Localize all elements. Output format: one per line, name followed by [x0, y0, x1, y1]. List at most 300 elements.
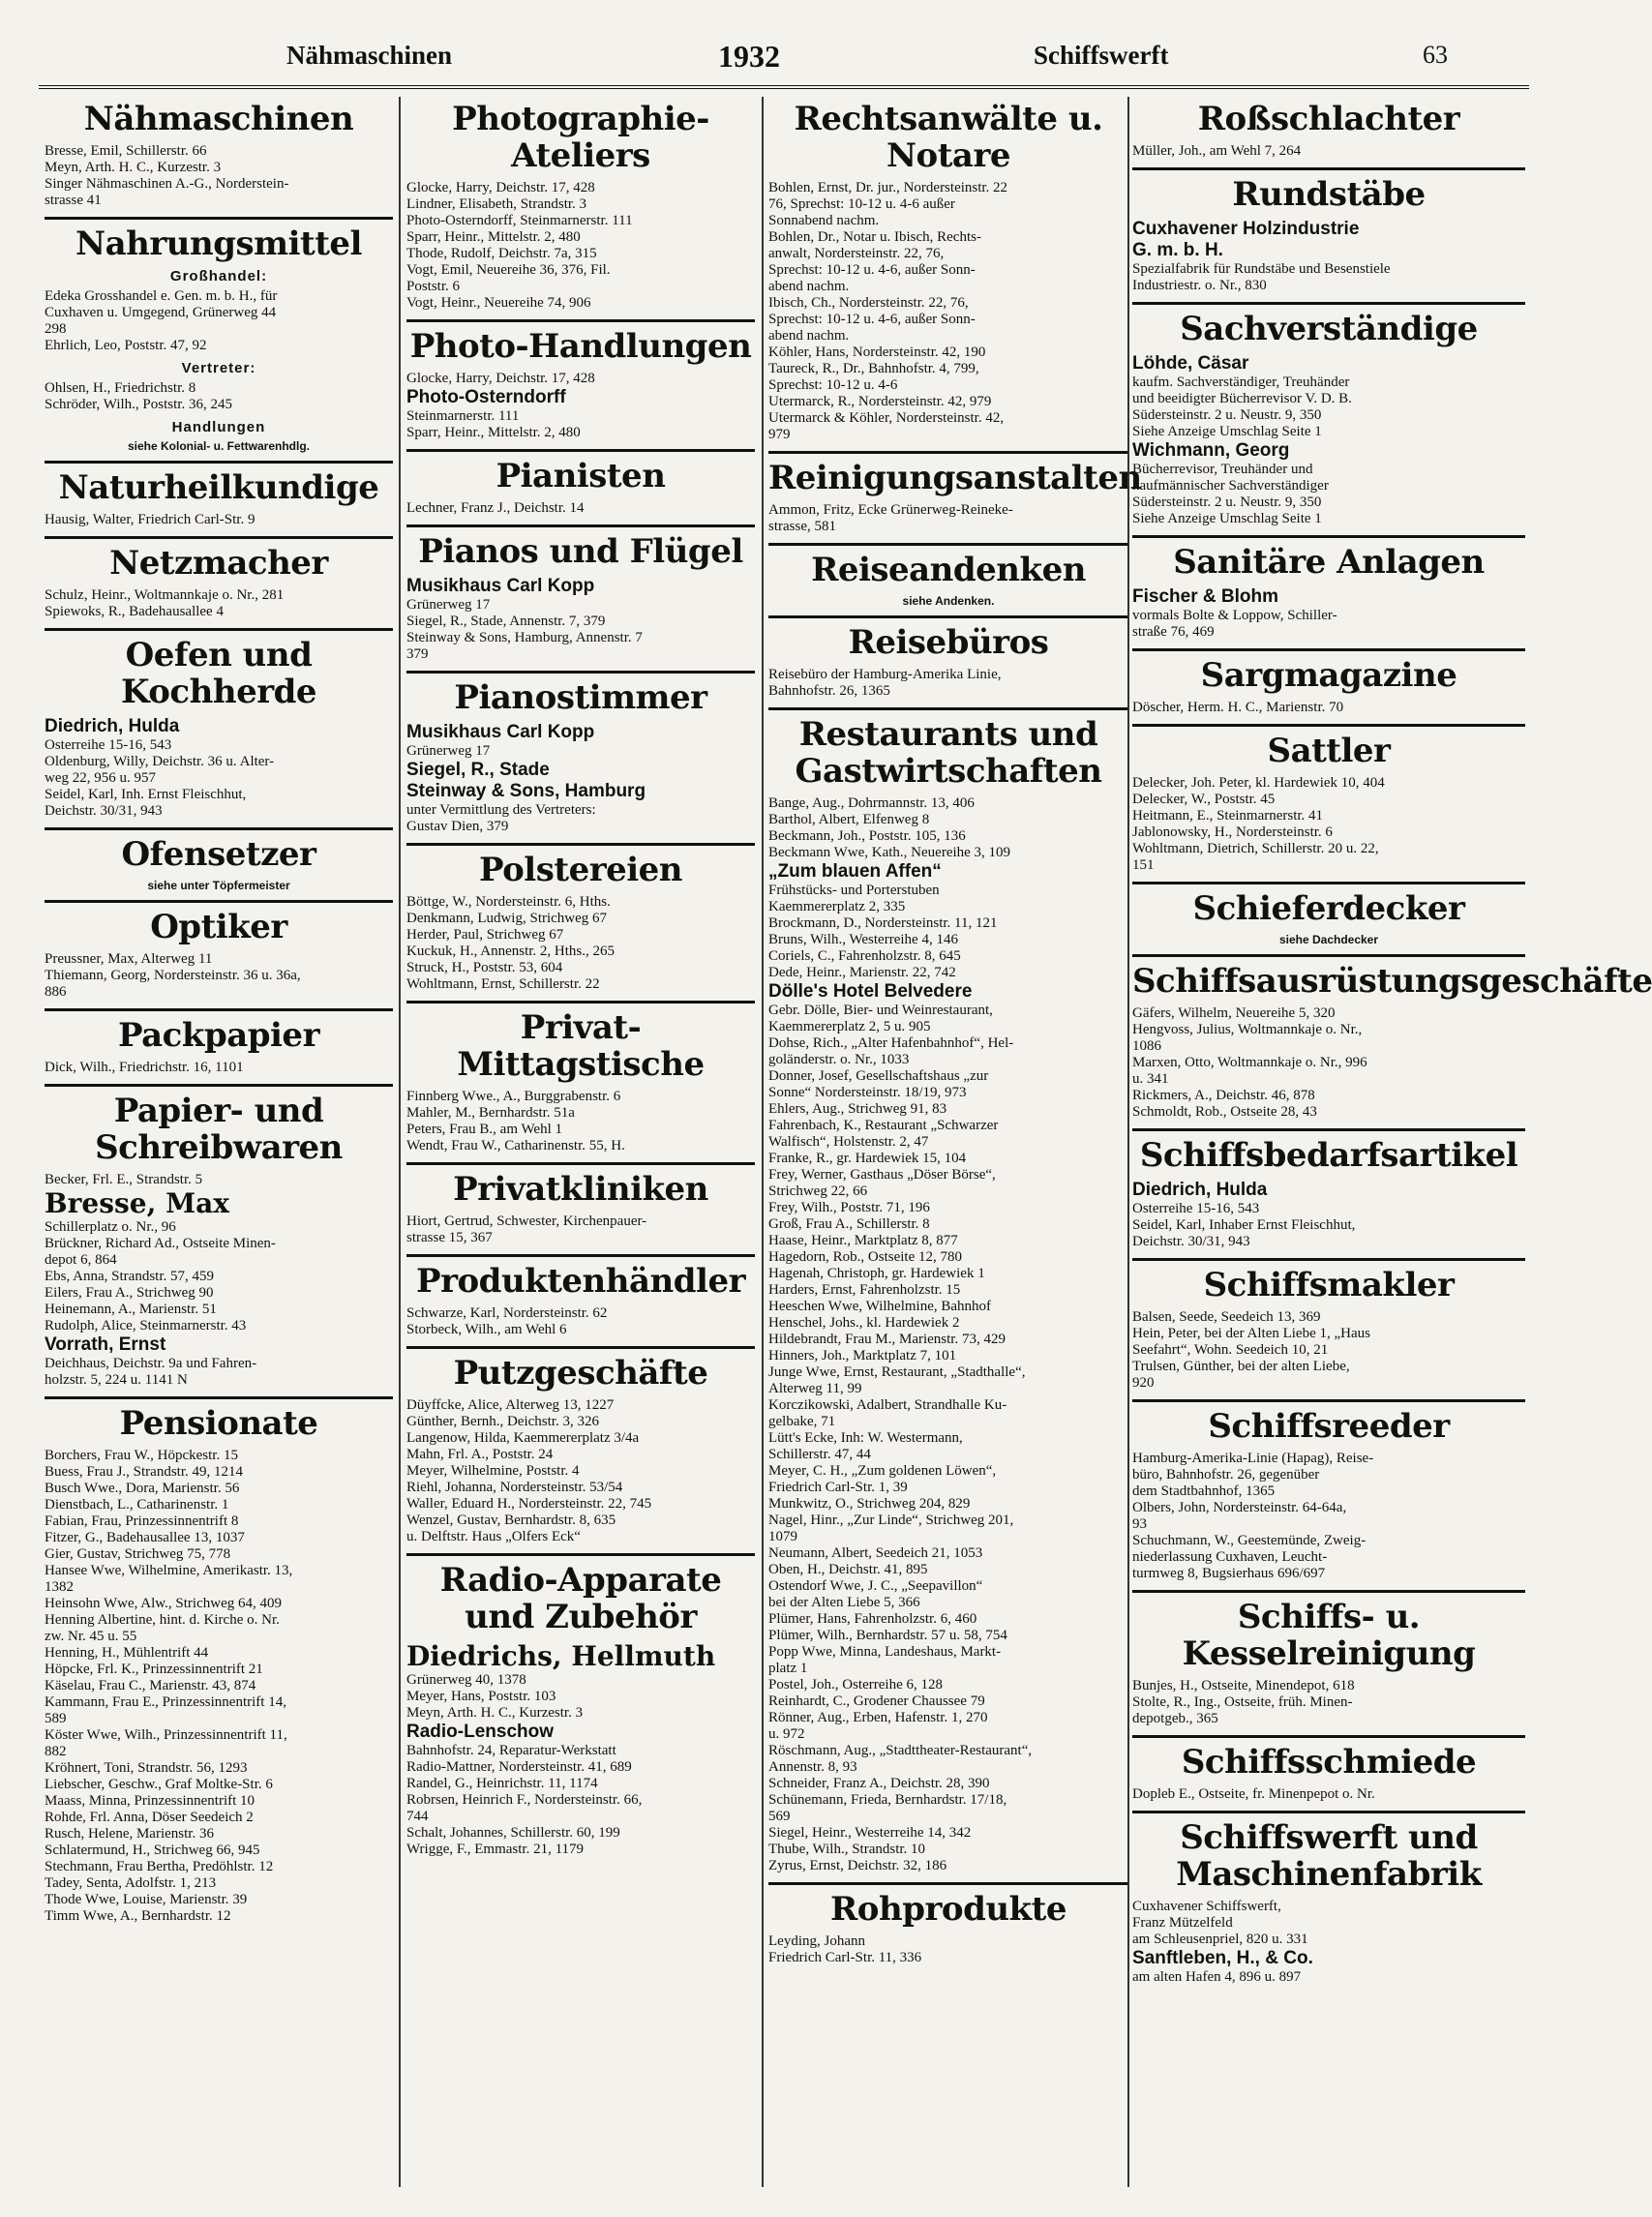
directory-entry: Beckmann, Joh., Poststr. 105, 136: [768, 828, 966, 844]
directory-entry: Busch Wwe., Dora, Marienstr. 56: [45, 1481, 240, 1496]
section-heading: Polstereien: [478, 851, 683, 889]
directory-entry: Neumann, Albert, Seedeich 21, 1053: [768, 1545, 983, 1561]
directory-entry: Taureck, R., Dr., Bahnhofstr. 4, 799,: [768, 361, 979, 376]
column-4: [1132, 97, 1652, 2197]
directory-entry: Bunjes, H., Ostseite, Minendepot, 618: [1132, 1678, 1355, 1693]
directory-entry: depotgeb., 365: [1132, 1711, 1218, 1726]
directory-section: [1132, 1258, 1525, 1392]
directory-entry: strasse 15, 367: [406, 1230, 493, 1245]
directory-entry: Groß, Frau A., Schillerstr. 8: [768, 1216, 930, 1232]
directory-entry: Borchers, Frau W., Höpckestr. 15: [45, 1448, 238, 1463]
directory-entry: Hinners, Joh., Marktplatz 7, 101: [768, 1348, 957, 1363]
directory-entry: Bohlen, Dr., Notar u. Ibisch, Rechts-: [768, 229, 981, 245]
section-rule: [45, 536, 393, 539]
directory-entry: Strichweg 22, 66: [768, 1183, 868, 1199]
directory-entry: Spezialfabrik für Rundstäbe und Besenstiele: [1132, 261, 1391, 277]
directory-entry: Peters, Frau B., am Wehl 1: [406, 1122, 562, 1137]
directory-section: [1132, 1128, 1525, 1250]
directory-entry: Randel, G., Heinrichstr. 11, 1174: [406, 1776, 598, 1791]
directory-entry: Sprechst: 10-12 u. 4-6, außer Sonn-: [768, 312, 976, 327]
directory-entry: Schneider, Franz A., Deichstr. 28, 390: [768, 1776, 990, 1791]
directory-entry: Hildebrandt, Frau M., Marienstr. 73, 429: [768, 1332, 1006, 1347]
directory-entry: u. 341: [1132, 1071, 1169, 1087]
directory-entry: Seidel, Karl, Inhaber Ernst Fleischhut,: [1132, 1217, 1356, 1233]
directory-entry: Haase, Heinr., Marktplatz 8, 877: [768, 1233, 958, 1248]
directory-section: [406, 1162, 755, 1246]
section-rule: [45, 1084, 393, 1087]
section-rule: [45, 461, 393, 464]
directory-entry: Harders, Ernst, Fahrenholzstr. 15: [768, 1282, 961, 1298]
section-heading: Restaurants und Gastwirtschaften: [795, 715, 1102, 791]
directory-entry: Becker, Frl. E., Strandstr. 5: [45, 1172, 203, 1187]
section-rule: [1132, 167, 1525, 170]
page-header: [0, 0, 1548, 77]
directory-section: [45, 461, 393, 528]
directory-entry: Siegel, R., Stade, Annenstr. 7, 379: [406, 614, 606, 629]
section-heading: Pensionate: [119, 1404, 318, 1443]
directory-entry: Dick, Wilh., Friedrichstr. 16, 1101: [45, 1060, 244, 1075]
directory-entry: Cuxhaven u. Umgegend, Grünerweg 44: [45, 305, 277, 320]
directory-entry: Deichstr. 30/31, 943: [45, 803, 163, 819]
directory-entry: Hengvoss, Julius, Woltmannkaje o. Nr.,: [1132, 1022, 1363, 1037]
directory-entry: turmweg 8, Bugsierhaus 696/697: [1132, 1566, 1326, 1581]
directory-entry: Sparr, Heinr., Mittelstr. 2, 480: [406, 425, 581, 440]
directory-entry: Plümer, Hans, Fahrenholzstr. 6, 460: [768, 1611, 977, 1627]
section-heading: Rohprodukte: [830, 1890, 1066, 1929]
directory-entry: 151: [1132, 857, 1155, 873]
column-3: [768, 97, 1142, 2197]
directory-entry: Wohltmann, Dietrich, Schillerstr. 20 u. 22,: [1132, 841, 1379, 856]
cross-reference-note: siehe Dachdecker: [1278, 933, 1379, 946]
directory-entry: Frühstücks- und Porterstuben: [768, 883, 940, 898]
directory-entry: 76, Sprechst: 10-12 u. 4-6 außer: [768, 196, 955, 212]
directory-entry: Südersteinstr. 2 u. Neustr. 9, 350: [1132, 407, 1322, 423]
directory-entry: Röschmann, Aug., „Stadttheater-Restaurant“,: [768, 1743, 1033, 1758]
directory-entry: vormals Bolte & Loppow, Schiller-: [1132, 608, 1337, 623]
directory-entry: Heinsohn Wwe, Alw., Strichweg 64, 409: [45, 1596, 282, 1611]
featured-entry: Löhde, Cäsar: [1132, 353, 1249, 374]
directory-entry: Liebscher, Geschw., Graf Moltke-Str. 6: [45, 1777, 273, 1792]
section-rule: [768, 451, 1128, 454]
section-rule: [45, 1396, 393, 1399]
directory-entry: u. Delftstr. Haus „Olfers Eck“: [406, 1529, 581, 1544]
section-heading: Rechtsanwälte u. Notare: [794, 100, 1103, 175]
directory-entry: Hausig, Walter, Friedrich Carl-Str. 9: [45, 512, 255, 527]
directory-section: [1132, 1735, 1525, 1803]
cross-reference-note: siehe Andenken.: [902, 594, 995, 608]
directory-section: [406, 101, 755, 312]
header-right-keyword: Schiffswerft: [1034, 41, 1169, 70]
section-heading: Sargmagazine: [1200, 656, 1457, 695]
directory-entry: Leyding, Johann: [768, 1933, 865, 1949]
featured-entry: Cuxhavener Holzindustrie: [1132, 219, 1360, 239]
section-heading: Sachverständige: [1180, 310, 1478, 348]
section-rule: [768, 543, 1128, 546]
section-rule: [45, 900, 393, 903]
section-heading: Privat-Mittagstische: [457, 1008, 705, 1084]
header-left-keyword: Nähmaschinen: [286, 41, 453, 70]
section-rule: [406, 671, 755, 674]
section-rule: [406, 1162, 755, 1165]
featured-entry: Siegel, R., Stade: [406, 760, 550, 780]
section-heading: Schiffsreeder: [1208, 1407, 1450, 1446]
directory-section: [406, 1001, 755, 1154]
directory-entry: Bange, Aug., Dohrmannstr. 13, 406: [768, 795, 975, 811]
directory-section: [406, 449, 755, 517]
directory-entry: Brockmann, D., Nordersteinstr. 11, 121: [768, 915, 998, 931]
directory-entry: weg 22, 956 u. 957: [45, 770, 156, 786]
directory-entry: Olbers, John, Nordersteinstr. 64-64a,: [1132, 1500, 1347, 1515]
directory-entry: Dohse, Rich., „Alter Hafenbahnhof“, Hel-: [768, 1035, 1014, 1051]
directory-entry: platz 1: [768, 1661, 808, 1676]
directory-entry: Schulz, Heinr., Woltmannkaje o. Nr., 281: [45, 587, 285, 603]
directory-entry: Rusch, Helene, Marienstr. 36: [45, 1826, 214, 1842]
directory-entry: Schröder, Wilh., Poststr. 36, 245: [45, 397, 232, 412]
directory-entry: Ehlers, Aug., Strichweg 91, 83: [768, 1101, 947, 1117]
directory-entry: Hamburg-Amerika-Linie (Hapag), Reise-: [1132, 1451, 1374, 1466]
directory-entry: Brückner, Richard Ad., Ostseite Minen-: [45, 1236, 276, 1251]
directory-entry: Kaemmererplatz 2, 5 u. 905: [768, 1019, 931, 1034]
directory-section: [45, 101, 393, 209]
section-rule: [45, 827, 393, 830]
directory-entry: Korczikowski, Adalbert, Strandhalle Ku-: [768, 1397, 1007, 1413]
directory-entry: Vogt, Heinr., Neuereihe 74, 906: [406, 295, 591, 311]
directory-entry: und beeidigter Bücherrevisor V. D. B.: [1132, 391, 1352, 406]
directory-section: [1132, 101, 1525, 160]
directory-entry: Köhler, Hans, Nordersteinstr. 42, 190: [768, 345, 986, 360]
directory-entry: zw. Nr. 45 u. 55: [45, 1629, 137, 1644]
directory-entry: Kammann, Frau E., Prinzessinnentrift 14,: [45, 1694, 286, 1710]
directory-entry: Wrigge, F., Emmastr. 21, 1179: [406, 1842, 585, 1857]
directory-entry: gelbake, 71: [768, 1414, 836, 1429]
section-rule: [406, 1553, 755, 1556]
directory-entry: Gäfers, Wilhelm, Neuereihe 5, 320: [1132, 1005, 1336, 1021]
directory-entry: Thode, Rudolf, Deichstr. 7a, 315: [406, 246, 597, 261]
directory-entry: Grünerweg 17: [406, 597, 491, 613]
directory-entry: Popp Wwe, Minna, Landeshaus, Markt-: [768, 1644, 1002, 1660]
directory-entry: Utermarck, R., Nordersteinstr. 42, 979: [768, 394, 992, 409]
directory-entry: unter Vermittlung des Vertreters:: [406, 802, 596, 818]
directory-entry: Sonnabend nachm.: [768, 213, 880, 228]
section-heading: Sanitäre Anlagen: [1173, 543, 1485, 582]
section-rule: [406, 843, 755, 846]
directory-entry: holzstr. 5, 224 u. 1141 N: [45, 1372, 188, 1388]
section-heading: Roßschlachter: [1197, 100, 1460, 138]
directory-entry: Lechner, Franz J., Deichstr. 14: [406, 500, 585, 516]
directory-entry: Annenstr. 8, 93: [768, 1759, 857, 1775]
directory-entry: Eilers, Frau A., Strichweg 90: [45, 1285, 214, 1301]
directory-entry: bei der Alten Liebe 5, 366: [768, 1595, 920, 1610]
directory-entry: Siegel, Heinr., Westerreihe 14, 342: [768, 1825, 972, 1841]
directory-entry: Balsen, Seede, Seedeich 13, 369: [1132, 1309, 1321, 1325]
featured-entry: Musikhaus Carl Kopp: [406, 722, 595, 742]
directory-entry: Hansee Wwe, Wilhelmine, Amerikastr. 13,: [45, 1563, 293, 1578]
directory-entry: Günther, Bernh., Deichstr. 3, 326: [406, 1414, 599, 1429]
directory-entry: abend nachm.: [768, 279, 850, 294]
section-heading: Photo-Handlungen: [409, 327, 752, 366]
section-heading: Packpapier: [118, 1016, 319, 1055]
directory-entry: Döscher, Herm. H. C., Marienstr. 70: [1132, 700, 1344, 715]
header-rule: [39, 85, 1529, 93]
directory-section: [768, 707, 1128, 1874]
directory-entry: Finnberg Wwe., A., Burggrabenstr. 6: [406, 1089, 621, 1104]
directory-entry: Schillerplatz o. Nr., 96: [45, 1219, 176, 1235]
directory-entry: Schünemann, Frieda, Bernhardstr. 17/18,: [768, 1792, 1007, 1808]
column-divider: [1127, 97, 1129, 2187]
directory-entry: Hiort, Gertrud, Schwester, Kirchenpauer-: [406, 1213, 647, 1229]
directory-entry: Thode Wwe, Louise, Marienstr. 39: [45, 1892, 248, 1907]
directory-section: [1132, 302, 1525, 527]
directory-entry: Junge Wwe, Ernst, Restaurant, „Stadthalle“,: [768, 1364, 1026, 1380]
directory-entry: Glocke, Harry, Deichstr. 17, 428: [406, 180, 595, 195]
directory-entry: Photo-Osterndorff, Steinmarnerstr. 111: [406, 213, 633, 228]
featured-entry: Steinway & Sons, Hamburg: [406, 781, 646, 801]
directory-entry: Rickmers, A., Deichstr. 46, 878: [1132, 1088, 1315, 1103]
directory-section: [45, 900, 393, 1001]
directory-entry: Oben, H., Deichstr. 41, 895: [768, 1562, 928, 1577]
directory-entry: u. 972: [768, 1726, 805, 1742]
directory-entry: Heinemann, A., Marienstr. 51: [45, 1302, 217, 1317]
directory-entry: Seidel, Karl, Inh. Ernst Fleischhut,: [45, 787, 247, 802]
directory-entry: Walfisch“, Holstenstr. 2, 47: [768, 1134, 929, 1150]
directory-entry: Hagenah, Christoph, gr. Hardewiek 1: [768, 1266, 985, 1281]
directory-entry: 569: [768, 1809, 791, 1824]
directory-entry: Poststr. 6: [406, 279, 461, 294]
directory-entry: kaufm. Sachverständiger, Treuhänder: [1132, 374, 1350, 390]
directory-entry: Fabian, Frau, Prinzessinnentrift 8: [45, 1513, 239, 1529]
directory-entry: Käselau, Frau C., Marienstr. 43, 874: [45, 1678, 256, 1693]
section-rule: [1132, 724, 1525, 727]
directory-entry: Zyrus, Ernst, Deichstr. 32, 186: [768, 1858, 947, 1873]
directory-entry: Meyer, C. H., „Zum goldenen Löwen“,: [768, 1463, 997, 1479]
featured-entry: Diedrichs, Hellmuth: [406, 1640, 716, 1672]
directory-entry: goländerstr. o. Nr., 1033: [768, 1052, 910, 1067]
featured-entry: Photo-Osterndorff: [406, 387, 566, 407]
directory-entry: Köster Wwe, Wilh., Prinzessinnentrift 11,: [45, 1727, 287, 1743]
section-rule: [1132, 1735, 1525, 1738]
directory-entry: Buess, Frau J., Strandstr. 49, 1214: [45, 1464, 244, 1480]
directory-section: [1132, 648, 1525, 716]
directory-entry: Friedrich Carl-Str. 1, 39: [768, 1480, 908, 1495]
directory-entry: Seefahrt“, Wohn. Seedeich 10, 21: [1132, 1342, 1329, 1358]
section-rule: [406, 1001, 755, 1004]
directory-entry: Kröhnert, Toni, Strandstr. 56, 1293: [45, 1760, 248, 1776]
directory-entry: Henschel, Johs., kl. Hardewiek 2: [768, 1315, 960, 1331]
directory-section: [1132, 1811, 1525, 1986]
directory-entry: Henning Albertine, hint. d. Kirche o. Nr.: [45, 1612, 280, 1628]
directory-entry: Radio-Mattner, Nordersteinstr. 41, 689: [406, 1759, 632, 1775]
directory-entry: Friedrich Carl-Str. 11, 336: [768, 1950, 922, 1965]
directory-entry: Bresse, Emil, Schillerstr. 66: [45, 143, 207, 159]
directory-entry: Meyn, Arth. H. C., Kurzestr. 3: [45, 160, 222, 175]
featured-entry: G. m. b. H.: [1132, 240, 1223, 260]
directory-entry: Grünerweg 40, 1378: [406, 1672, 526, 1688]
directory-entry: abend nachm.: [768, 328, 850, 344]
section-rule: [1132, 535, 1525, 538]
cross-reference-note: siehe Kolonial- u. Fettwarenhdlg.: [127, 439, 310, 453]
section-rule: [768, 1882, 1128, 1885]
directory-entry: Timm Wwe, A., Bernhardstr. 12: [45, 1908, 231, 1924]
directory-entry: Sonne“ Nordersteinstr. 18/19, 973: [768, 1085, 967, 1100]
directory-entry: Steinway & Sons, Hamburg, Annenstr. 7: [406, 630, 643, 645]
directory-entry: Sparr, Heinr., Mittelstr. 2, 480: [406, 229, 581, 245]
directory-entry: Reinhardt, C., Grodener Chaussee 79: [768, 1693, 985, 1709]
directory-entry: Meyer, Wilhelmine, Poststr. 4: [406, 1463, 580, 1479]
column-divider: [762, 97, 764, 2187]
directory-entry: Lütt's Ecke, Inh: W. Westermann,: [768, 1430, 963, 1446]
directory-entry: 1086: [1132, 1038, 1161, 1054]
directory-entry: Thube, Wilh., Strandstr. 10: [768, 1842, 926, 1857]
directory-entry: Struck, H., Poststr. 53, 604: [406, 960, 563, 975]
directory-entry: 920: [1132, 1375, 1155, 1391]
featured-entry: Diedrich, Hulda: [1132, 1180, 1268, 1200]
directory-entry: depot 6, 864: [45, 1252, 117, 1268]
directory-entry: Herder, Paul, Strichweg 67: [406, 927, 564, 943]
directory-section: [1132, 1399, 1525, 1582]
section-heading: Pianostimmer: [454, 678, 707, 717]
directory-entry: Fitzer, G., Badehausallee 13, 1037: [45, 1530, 245, 1545]
directory-entry: am Schleusenpriel, 820 u. 331: [1132, 1932, 1308, 1947]
directory-entry: Schillerstr. 47, 44: [768, 1447, 871, 1462]
directory-entry: Edeka Grosshandel e. Gen. m. b. H., für: [45, 288, 278, 304]
directory-section: [768, 451, 1142, 535]
directory-entry: Riehl, Johanna, Nordersteinstr. 53/54: [406, 1480, 623, 1495]
directory-section: [768, 615, 1128, 700]
directory-entry: strasse 41: [45, 193, 102, 208]
section-heading: Naturheilkundige: [58, 468, 379, 507]
directory-section: [45, 628, 393, 820]
directory-section: [1132, 954, 1652, 1121]
section-rule: [406, 1254, 755, 1257]
directory-entry: Wohltmann, Ernst, Schillerstr. 22: [406, 976, 600, 992]
directory-entry: Storbeck, Wilh., am Wehl 6: [406, 1322, 567, 1337]
directory-entry: Jablonowsky, H., Nordersteinstr. 6: [1132, 824, 1333, 840]
directory-entry: Dopleb E., Ostseite, fr. Minenpepot o. Nr.: [1132, 1786, 1375, 1802]
directory-entry: Reisebüro der Hamburg-Amerika Linie,: [768, 667, 1002, 682]
section-rule: [768, 615, 1128, 618]
section-heading: Schiffsschmiede: [1181, 1743, 1477, 1782]
directory-entry: Bruns, Wilh., Westerreihe 4, 146: [768, 932, 958, 947]
directory-entry: 882: [45, 1744, 67, 1759]
directory-entry: 1382: [45, 1579, 74, 1595]
directory-entry: Alterweg 11, 99: [768, 1381, 862, 1396]
directory-entry: Bohlen, Ernst, Dr. jur., Nordersteinstr. 22: [768, 180, 1008, 195]
section-rule: [1132, 1590, 1525, 1593]
directory-section: [406, 1254, 755, 1338]
directory-entry: Meyn, Arth. H. C., Kurzestr. 3: [406, 1705, 584, 1721]
featured-entry: Diedrich, Hulda: [45, 716, 180, 736]
directory-section: [768, 1882, 1128, 1966]
directory-entry: Cuxhavener Schiffswerft,: [1132, 1899, 1281, 1914]
section-heading: Schiffswerft und Maschinenfabrik: [1176, 1818, 1482, 1894]
section-heading: Schiffsbedarfsartikel: [1139, 1136, 1518, 1175]
section-heading: Papier- und Schreibwaren: [95, 1092, 343, 1167]
section-heading: Produktenhändler: [416, 1262, 745, 1301]
directory-entry: Stolte, R., Ing., Ostseite, früh. Minen-: [1132, 1694, 1353, 1710]
featured-entry: Dölle's Hotel Belvedere: [768, 981, 973, 1002]
header-year: 1932: [718, 39, 780, 74]
directory-entry: Grünerweg 17: [406, 743, 491, 759]
directory-entry: Coriels, C., Fahrenholzstr. 8, 645: [768, 948, 961, 964]
directory-section: [1132, 724, 1525, 874]
directory-entry: Stechmann, Frau Bertha, Predöhlstr. 12: [45, 1859, 274, 1874]
entry-subheading: Handlungen: [171, 419, 266, 435]
section-heading: Photographie-Ateliers: [452, 100, 709, 175]
section-heading: Nähmaschinen: [83, 100, 354, 138]
cross-reference-note: siehe unter Töpfermeister: [147, 879, 290, 892]
directory-entry: Dienstbach, L., Catharinenstr. 1: [45, 1497, 229, 1513]
featured-entry: Sanftleben, H., & Co.: [1132, 1948, 1313, 1968]
directory-entry: Munkwitz, O., Strichweg 204, 829: [768, 1496, 971, 1512]
featured-entry: Radio-Lenschow: [406, 1722, 555, 1742]
directory-entry: Lindner, Elisabeth, Strandstr. 3: [406, 196, 587, 212]
directory-entry: Singer Nähmaschinen A.-G., Norderstein-: [45, 176, 289, 192]
section-heading: Pianos und Flügel: [418, 532, 743, 571]
directory-entry: Osterreihe 15-16, 543: [1132, 1201, 1260, 1216]
directory-entry: Donner, Josef, Gesellschaftshaus „zur: [768, 1068, 989, 1084]
directory-entry: Franke, R., gr. Hardewiek 15, 104: [768, 1151, 967, 1166]
directory-section: [406, 319, 755, 441]
directory-entry: Mahn, Frl. A., Poststr. 24: [406, 1447, 554, 1462]
directory-entry: Heeschen Wwe, Wilhelmine, Bahnhof: [768, 1299, 992, 1314]
directory-entry: Robrsen, Heinrich F., Nordersteinstr. 66,: [406, 1792, 643, 1808]
directory-entry: Hein, Peter, bei der Alten Liebe 1, „Haus: [1132, 1326, 1370, 1341]
section-rule: [406, 1346, 755, 1349]
directory-entry: Delecker, Joh. Peter, kl. Hardewiek 10, 404: [1132, 775, 1385, 791]
featured-entry: Musikhaus Carl Kopp: [406, 576, 595, 596]
section-heading: Reiseandenken: [811, 551, 1086, 589]
featured-entry: Vorrath, Ernst: [45, 1334, 166, 1355]
directory-entry: Bahnhofstr. 24, Reparatur-Werkstatt: [406, 1743, 616, 1758]
directory-entry: niederlassung Cuxhaven, Leucht-: [1132, 1549, 1328, 1565]
directory-entry: Wenzel, Gustav, Bernhardstr. 8, 635: [406, 1513, 616, 1528]
directory-entry: Höpcke, Frl. K., Prinzessinnentrift 21: [45, 1662, 263, 1677]
section-rule: [1132, 1811, 1525, 1813]
directory-entry: Rönner, Aug., Erben, Hafenstr. 1, 270: [768, 1710, 988, 1725]
directory-entry: Ostendorf Wwe, J. C., „Seepavillon“: [768, 1578, 983, 1594]
column-divider: [399, 97, 401, 2187]
directory-entry: Frey, Wilh., Poststr. 71, 196: [768, 1200, 930, 1215]
directory-entry: Deichstr. 30/31, 943: [1132, 1234, 1250, 1249]
directory-entry: Spiewoks, R., Badehausallee 4: [45, 604, 224, 619]
section-heading: Privatkliniken: [453, 1170, 708, 1209]
directory-entry: Siehe Anzeige Umschlag Seite 1: [1132, 511, 1322, 526]
directory-entry: Düyffcke, Alice, Alterweg 13, 1227: [406, 1397, 615, 1413]
directory-entry: Trulsen, Günther, bei der alten Liebe,: [1132, 1359, 1350, 1374]
directory-section: [45, 1008, 393, 1076]
directory-entry: Südersteinstr. 2 u. Neustr. 9, 350: [1132, 494, 1322, 510]
section-rule: [1132, 954, 1525, 957]
section-rule: [45, 628, 393, 631]
directory-entry: anwalt, Nordersteinstr. 22, 76,: [768, 246, 945, 261]
directory-entry: Henning, H., Mühlentrift 44: [45, 1645, 209, 1661]
directory-entry: Hagedorn, Rob., Ostseite 12, 780: [768, 1249, 962, 1265]
directory-section: [1132, 1590, 1525, 1727]
directory-entry: Beckmann Wwe, Kath., Neuereihe 3, 109: [768, 845, 1011, 860]
section-rule: [1132, 882, 1525, 884]
section-rule: [406, 524, 755, 527]
directory-entry: strasse, 581: [768, 519, 836, 534]
page-number: 63: [1423, 41, 1448, 69]
section-heading: Pianisten: [496, 457, 666, 495]
directory-entry: Denkmann, Ludwig, Strichweg 67: [406, 911, 608, 926]
directory-entry: Wendt, Frau W., Catharinenstr. 55, H.: [406, 1138, 625, 1153]
section-rule: [45, 1008, 393, 1011]
directory-entry: 379: [406, 646, 429, 662]
directory-section: [1132, 882, 1525, 946]
section-heading: Schieferdecker: [1192, 889, 1465, 928]
directory-entry: Gebr. Dölle, Bier- und Weinrestaurant,: [768, 1003, 993, 1018]
